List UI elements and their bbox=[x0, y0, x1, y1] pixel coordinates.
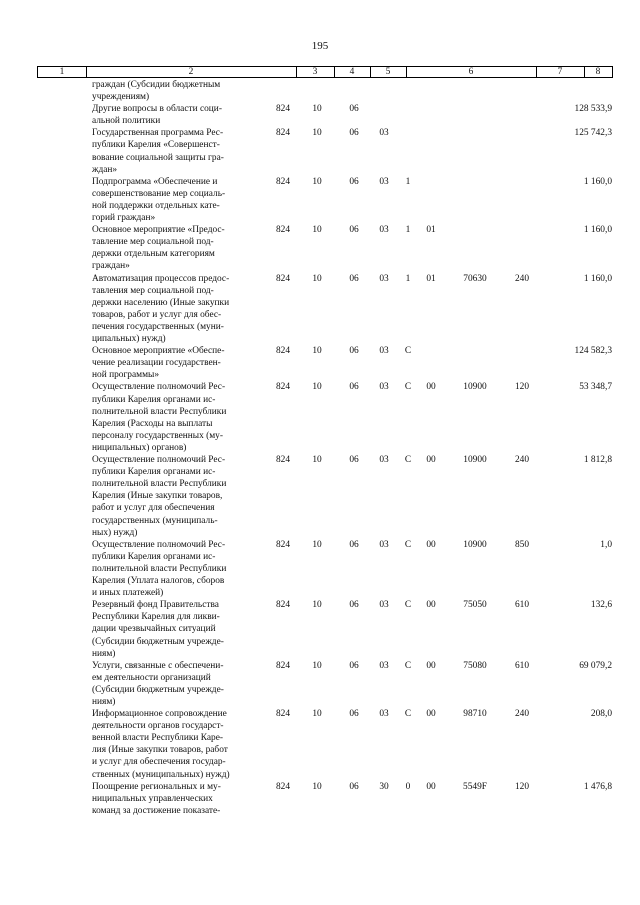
cell-c6c: 00 bbox=[426, 455, 436, 466]
cell-c6d: 98710 bbox=[463, 709, 487, 720]
cell-c6a: 03 bbox=[379, 225, 389, 236]
cell-c5: 06 bbox=[349, 709, 359, 720]
cell-c6b: С bbox=[404, 382, 412, 393]
cell-c3: 824 bbox=[275, 225, 291, 236]
cell-c6b: С bbox=[404, 455, 412, 466]
row-name: Основное мероприятие «Предос- тавление мер социальной под- держки отдельным категориям граждан» bbox=[92, 225, 225, 272]
cell-c6c: 00 bbox=[426, 600, 436, 611]
page-number: 195 bbox=[311, 40, 329, 52]
cell-c6b: 0 bbox=[405, 781, 411, 792]
cell-c6b: С bbox=[404, 660, 412, 671]
cell-c8: 128 533,9 bbox=[574, 104, 612, 115]
cell-c4: 10 bbox=[312, 600, 322, 611]
cell-c6d: 10900 bbox=[463, 539, 487, 550]
cell-c7: 610 bbox=[514, 660, 530, 671]
table-row bbox=[0, 381, 640, 454]
table-row bbox=[0, 345, 640, 381]
row-name: Осуществление полномочий Рес- публики Карелия органами ис- полнительной власти Республики Карелия (Иные закупки товаров, работ и услуг для обеспечения государственных (муниципаль- ных) нужд) bbox=[92, 455, 227, 538]
cell-c4: 10 bbox=[312, 709, 322, 720]
cell-c7: 850 bbox=[514, 539, 530, 550]
cell-c8: 1 160,0 bbox=[583, 225, 612, 236]
table-row bbox=[0, 599, 640, 660]
table-row bbox=[0, 79, 640, 103]
cell-c4: 10 bbox=[312, 176, 322, 187]
cell-c6d: 75050 bbox=[463, 600, 487, 611]
cell-c6c: 00 bbox=[426, 382, 436, 393]
cell-c4: 10 bbox=[312, 104, 322, 115]
cell-c3: 824 bbox=[275, 346, 291, 357]
cell-c8: 1 812,8 bbox=[583, 455, 612, 466]
table-header bbox=[37, 66, 613, 78]
row-name: Осуществление полномочий Рес- публики Карелия органами ис- полнительной власти Республики Карелия (Уплата налогов, сборов и иных платежей) bbox=[92, 539, 227, 599]
cell-c8: 1 476,8 bbox=[583, 781, 612, 792]
cell-c6a: 30 bbox=[379, 781, 389, 792]
cell-c5: 06 bbox=[349, 539, 359, 550]
column-header-6: 6 bbox=[468, 67, 474, 77]
row-name: Автоматизация процессов предос- тавления мер социальной под- держки населению (Иные закупки товаров, работ и услуг для обес- печения государственных (муни- ципальных) нужд) bbox=[92, 273, 230, 345]
row-name: Основное мероприятие «Обеспе- чение реализации государствен- ной программы» bbox=[92, 346, 225, 381]
cell-c5: 06 bbox=[349, 600, 359, 611]
cell-c4: 10 bbox=[312, 382, 322, 393]
cell-c6d: 10900 bbox=[463, 455, 487, 466]
cell-c3: 824 bbox=[275, 273, 291, 284]
cell-c5: 06 bbox=[349, 660, 359, 671]
cell-c3: 824 bbox=[275, 539, 291, 550]
table-row bbox=[0, 454, 640, 539]
cell-c8: 53 348,7 bbox=[579, 382, 612, 393]
table-row bbox=[0, 781, 640, 817]
cell-c4: 10 bbox=[312, 273, 322, 284]
cell-c8: 125 742,3 bbox=[574, 128, 612, 139]
column-header-7: 7 bbox=[557, 67, 563, 77]
cell-c6a: 03 bbox=[379, 455, 389, 466]
table-row bbox=[0, 127, 640, 175]
table-row bbox=[0, 708, 640, 781]
cell-c6b: С bbox=[404, 709, 412, 720]
cell-c3: 824 bbox=[275, 176, 291, 187]
column-header-2: 2 bbox=[188, 67, 194, 77]
cell-c8: 69 079,2 bbox=[579, 660, 612, 671]
cell-c8: 132,6 bbox=[590, 600, 612, 611]
column-header-4: 4 bbox=[349, 67, 355, 77]
cell-c5: 06 bbox=[349, 455, 359, 466]
cell-c4: 10 bbox=[312, 346, 322, 357]
table-row bbox=[0, 103, 640, 127]
cell-c8: 208,0 bbox=[590, 709, 612, 720]
column-header-8: 8 bbox=[595, 67, 601, 77]
cell-c6b: С bbox=[404, 539, 412, 550]
cell-c6a: 03 bbox=[379, 539, 389, 550]
cell-c4: 10 bbox=[312, 781, 322, 792]
table-row bbox=[0, 176, 640, 224]
cell-c5: 06 bbox=[349, 225, 359, 236]
cell-c6d: 10900 bbox=[463, 382, 487, 393]
row-name: Другие вопросы в области соци- альной политики bbox=[92, 104, 222, 127]
table-row bbox=[0, 273, 640, 346]
cell-c3: 824 bbox=[275, 455, 291, 466]
cell-c6c: 00 bbox=[426, 709, 436, 720]
cell-c6b: С bbox=[404, 600, 412, 611]
cell-c6b: 1 bbox=[405, 225, 411, 236]
cell-c5: 06 bbox=[349, 104, 359, 115]
cell-c7: 240 bbox=[514, 273, 530, 284]
cell-c8: 1 160,0 bbox=[583, 273, 612, 284]
cell-c5: 06 bbox=[349, 176, 359, 187]
cell-c6c: 00 bbox=[426, 781, 436, 792]
cell-c3: 824 bbox=[275, 709, 291, 720]
cell-c6d: 5549F bbox=[463, 781, 487, 792]
cell-c5: 06 bbox=[349, 273, 359, 284]
cell-c7: 120 bbox=[514, 382, 530, 393]
cell-c6a: 03 bbox=[379, 273, 389, 284]
row-name: Государственная программа Рес- публики Карелия «Совершенст- вование социальной защиты гра- ждан» bbox=[92, 128, 224, 175]
row-name: Поощрение региональных и му- ниципальных управленческих команд за достижение показате- bbox=[92, 781, 221, 816]
cell-c6c: 00 bbox=[426, 660, 436, 671]
row-name: граждан (Субсидии бюджетным учреждениям) bbox=[92, 80, 221, 103]
cell-c8: 124 582,3 bbox=[574, 346, 612, 357]
cell-c5: 06 bbox=[349, 128, 359, 139]
cell-c5: 06 bbox=[349, 382, 359, 393]
cell-c6c: 01 bbox=[426, 225, 436, 236]
cell-c6a: 03 bbox=[379, 660, 389, 671]
cell-c6a: 03 bbox=[379, 600, 389, 611]
table-row bbox=[0, 660, 640, 708]
table-row bbox=[0, 224, 640, 272]
cell-c6a: 03 bbox=[379, 709, 389, 720]
cell-c6b: С bbox=[404, 346, 412, 357]
cell-c5: 06 bbox=[349, 781, 359, 792]
cell-c3: 824 bbox=[275, 781, 291, 792]
cell-c6d: 75080 bbox=[463, 660, 487, 671]
cell-c5: 06 bbox=[349, 346, 359, 357]
cell-c6a: 03 bbox=[379, 128, 389, 139]
cell-c7: 240 bbox=[514, 455, 530, 466]
cell-c3: 824 bbox=[275, 600, 291, 611]
row-name: Подпрограмма «Обеспечение и совершенствование мер социаль- ной поддержки отдельных кате- горий граждан» bbox=[92, 176, 226, 224]
cell-c3: 824 bbox=[275, 128, 291, 139]
row-name: Информационное сопровождение деятельности органов государст- венной власти Республики Каре- лия (Иные закупки товаров, работ и услуг для обеспечения государ- ственных (муниципальных) нужд) bbox=[92, 709, 230, 780]
cell-c8: 1 160,0 bbox=[583, 176, 612, 187]
cell-c4: 10 bbox=[312, 539, 322, 550]
cell-c7: 120 bbox=[514, 781, 530, 792]
cell-c6a: 03 bbox=[379, 176, 389, 187]
cell-c4: 10 bbox=[312, 455, 322, 466]
cell-c6b: 1 bbox=[405, 273, 411, 284]
cell-c3: 824 bbox=[275, 382, 291, 393]
table-row bbox=[0, 539, 640, 600]
cell-c4: 10 bbox=[312, 225, 322, 236]
row-name: Услуги, связанные с обеспечени- ем деятельности организаций (Субсидии бюджетным учрежде- ниям) bbox=[92, 660, 224, 707]
column-header-5: 5 bbox=[385, 67, 391, 77]
column-header-3: 3 bbox=[312, 67, 318, 77]
column-header-1: 1 bbox=[59, 67, 65, 77]
cell-c4: 10 bbox=[312, 660, 322, 671]
table-body bbox=[0, 79, 640, 817]
cell-c3: 824 bbox=[275, 104, 291, 115]
cell-c6a: 03 bbox=[379, 382, 389, 393]
cell-c6c: 00 bbox=[426, 539, 436, 550]
cell-c4: 10 bbox=[312, 128, 322, 139]
cell-c6a: 03 bbox=[379, 346, 389, 357]
row-name: Резервный фонд Правительства Республики Карелия для ликви- дации чрезвычайных ситуаций (Субсидии бюджетным учрежде- ниям) bbox=[92, 600, 224, 659]
cell-c7: 240 bbox=[514, 709, 530, 720]
cell-c7: 610 bbox=[514, 600, 530, 611]
cell-c8: 1,0 bbox=[600, 539, 612, 550]
cell-c6b: 1 bbox=[405, 176, 411, 187]
cell-c3: 824 bbox=[275, 660, 291, 671]
cell-c6c: 01 bbox=[426, 273, 436, 284]
cell-c6d: 70630 bbox=[463, 273, 487, 284]
row-name: Осуществление полномочий Рес- публики Карелия органами ис- полнительной власти Республики Карелия (Расходы на выплаты персоналу государственных (му- ниципальных) органов) bbox=[92, 382, 227, 453]
